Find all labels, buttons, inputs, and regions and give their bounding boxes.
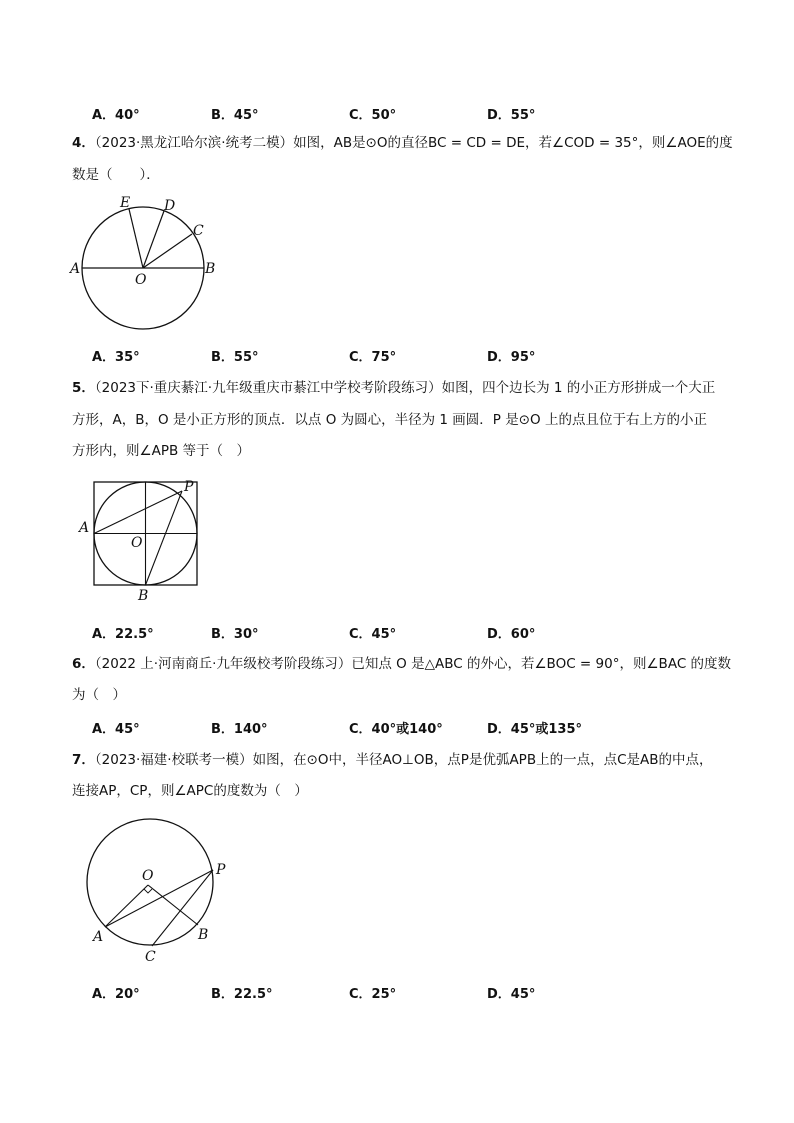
q4-option-a: A．35°: [92, 350, 140, 365]
q7-segment-ap: [105, 870, 213, 927]
q4-number: 4．: [72, 135, 95, 151]
q7-label-p: P: [216, 862, 226, 878]
q7-number: 7．: [72, 752, 95, 768]
q7-label-b: B: [198, 927, 209, 943]
q6-line-1: [72, 654, 731, 674]
q6-option-d: D．45°或135°: [487, 722, 583, 737]
q4-radius-oc: [143, 234, 192, 268]
q3-option-c: C．50°: [349, 108, 397, 123]
q7-text-2: 连接AP，CP，则∠APC的度数为（ ）: [72, 783, 308, 799]
q4-label-d: D: [164, 198, 176, 214]
q5-label-p: P: [184, 479, 194, 495]
q3-option-a: A．40°: [92, 108, 140, 123]
q5-line-1: [72, 378, 715, 398]
q4-label-a: A: [70, 261, 81, 277]
q7-label-c: C: [145, 949, 156, 965]
q5-text-3: 方形内，则∠APB 等于（ ）: [72, 443, 251, 459]
q7-label-o: O: [142, 868, 154, 884]
q5-option-b: B．30°: [211, 627, 259, 642]
q4-radius-oe: [129, 209, 143, 268]
q4-option-b: B．55°: [211, 350, 259, 365]
q7-right-angle-mark: [144, 889, 152, 893]
q5-segment-ap: [94, 491, 182, 534]
q5-option-d: D．60°: [487, 627, 536, 642]
q4-option-c: C．75°: [349, 350, 397, 365]
q4-option-d: D．95°: [487, 350, 536, 365]
q7-label-a: A: [93, 929, 104, 945]
q7-circle-figure: [80, 810, 240, 970]
q5-number: 5．: [72, 380, 95, 396]
q4-label-e: E: [120, 195, 131, 211]
q7-option-c: C．25°: [349, 987, 397, 1002]
q4-label-b: B: [205, 261, 216, 277]
q7-line-1: [72, 750, 713, 770]
q7-radius-oa: [105, 885, 148, 927]
q4-radius-od: [143, 211, 164, 268]
q5-segment-bp: [146, 491, 183, 585]
q4-text-1: （2023·黑龙江哈尔滨·统考二模）如图，AB是⊙O的直径BC = CD = DE，若∠COD = 35°，则∠AOE的度: [94, 135, 733, 151]
q7-option-b: B．22.5°: [211, 987, 273, 1002]
q4-label-c: C: [193, 223, 204, 239]
q5-text-1: （2023下·重庆綦江·九年级重庆市綦江中学校考阶段练习）如图，四个边长为 1 的小正方形拼成一个大正: [94, 380, 716, 396]
q7-option-a: A．20°: [92, 987, 140, 1002]
q5-label-a: A: [79, 520, 90, 536]
q6-number: 6．: [72, 656, 95, 672]
q7-option-d: D．45°: [487, 987, 536, 1002]
q5-label-o: O: [131, 535, 143, 551]
q6-option-b: B．140°: [211, 722, 268, 737]
q6-text-2: 为（ ）: [72, 687, 126, 703]
q4-line-1: [72, 133, 733, 153]
q4-label-o: O: [135, 272, 147, 288]
q6-text-1: （2022 上·河南商丘·九年级校考阶段练习）已知点 O 是△ABC 的外心，若∠BOC = 90°，则∠BAC 的度数: [94, 656, 732, 672]
q3-option-d: D．55°: [487, 108, 536, 123]
q7-text-1: （2023·福建·校联考一模）如图，在⊙O中，半径AO⊥OB，点P是优弧APB上的一点，点C是AB的中点，: [94, 752, 713, 768]
q5-option-c: C．45°: [349, 627, 397, 642]
q5-square-figure: [74, 476, 206, 604]
q5-option-a: A．22.5°: [92, 627, 154, 642]
q6-option-a: A．45°: [92, 722, 140, 737]
q5-text-2: 方形，A，B，O 是小正方形的顶点．以点 O 为圆心，半径为 1 画圆．P 是⊙O 上的点且位于右上方的小正: [72, 412, 707, 428]
q6-option-c: C．40°或140°: [349, 722, 443, 737]
q5-label-b: B: [138, 588, 149, 604]
q4-circle-figure: [66, 190, 226, 340]
q3-option-b: B．45°: [211, 108, 259, 123]
q4-text-2: 数是（ ）．: [72, 167, 160, 183]
